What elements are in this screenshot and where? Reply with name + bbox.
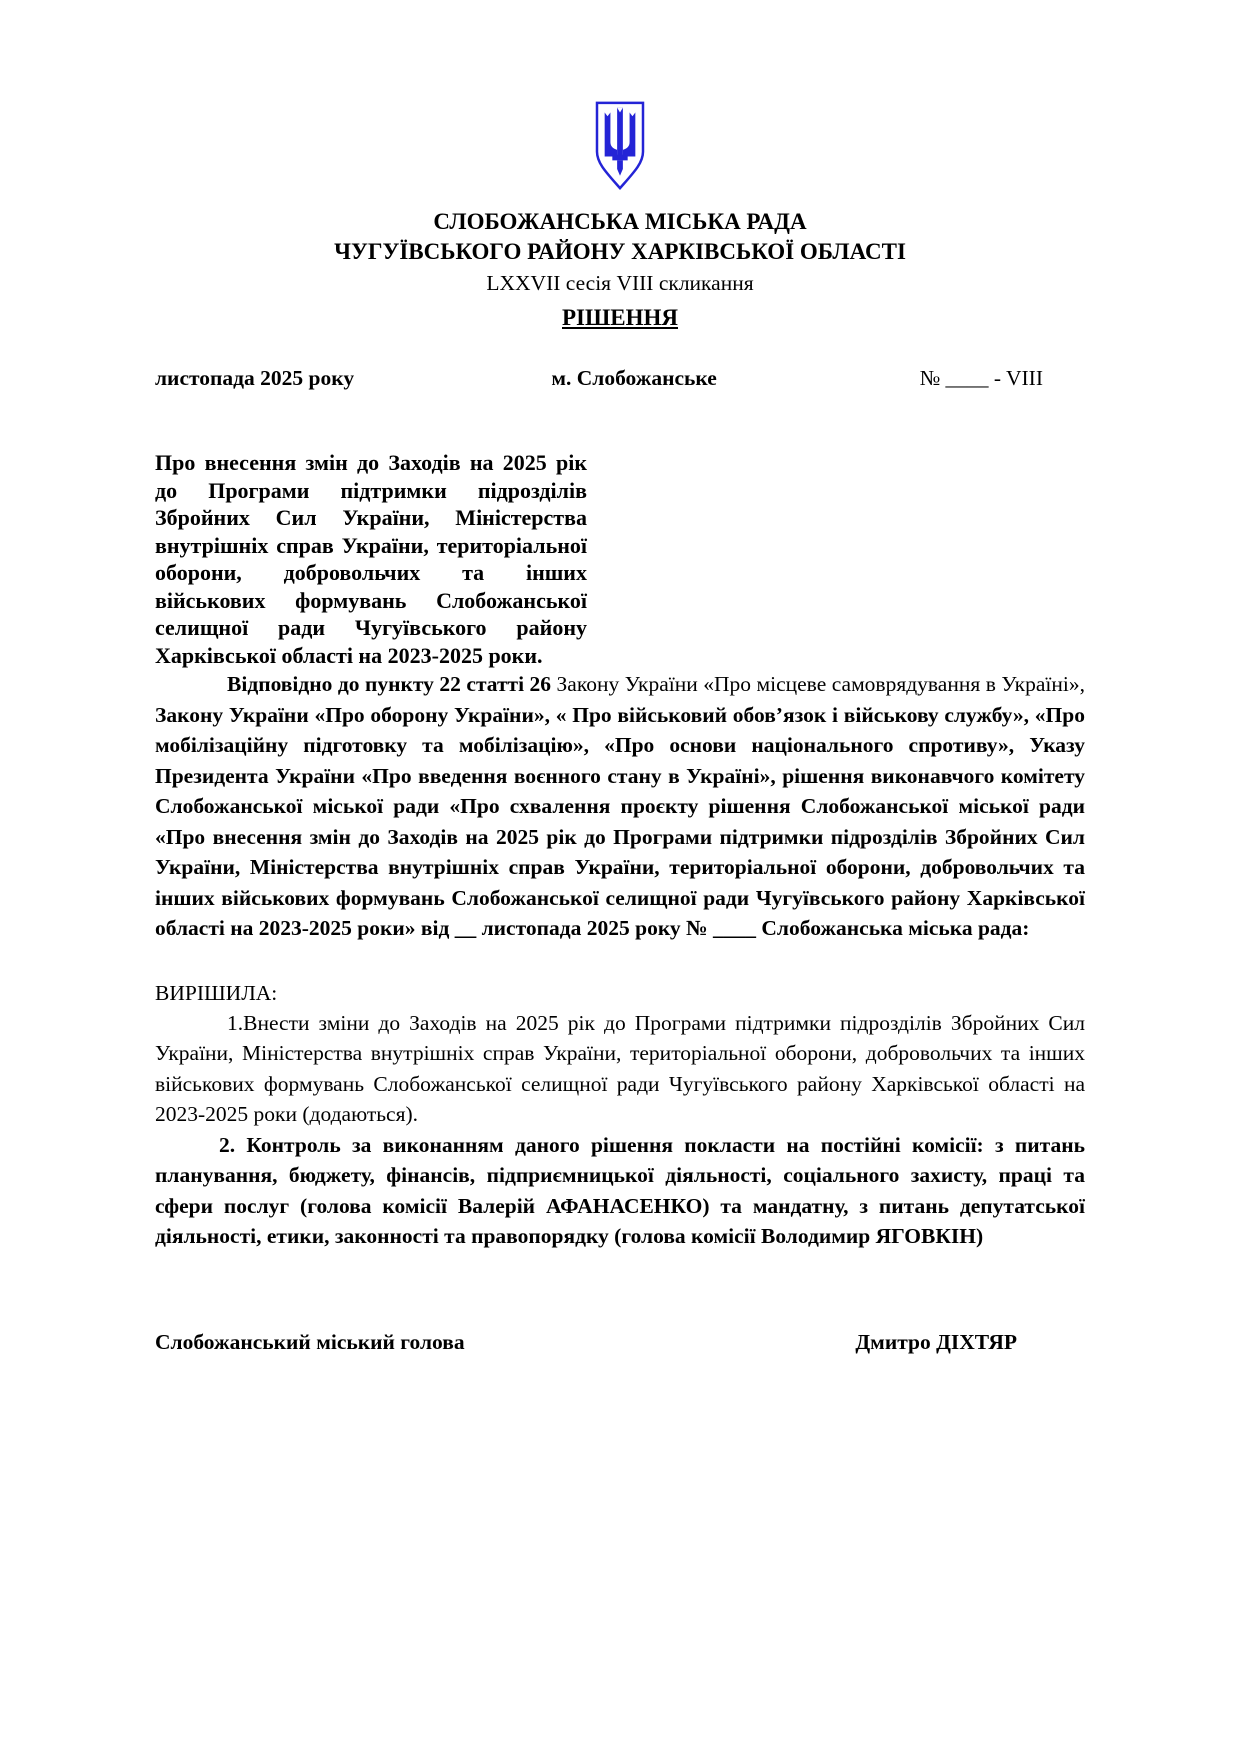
signature-row [155, 1330, 1085, 1355]
place-text: м. Слобожанське [551, 366, 717, 390]
ukraine-trident-emblem [155, 100, 1085, 197]
date-text: листопада 2025 року [155, 366, 355, 390]
org-name-line2: ЧУГУЇВСЬКОГО РАЙОНУ ХАРКІВСЬКОЇ ОБЛАСТІ [334, 239, 906, 264]
preamble-segment-3: Закону України «Про оборону України», « Про військовий обов’язок і військову службу», «Про мобілізаційну підготовку та мобілізацію», «Про основи національного спротиву», Указу Президента України «Про введення воєнного стану в Україні», рішення виконавчого комітету Слобожанської міської ради «Про схвалення проєкту рішення Слобожанської міської ради «Про внесення змін до Заходів на 2025 рік до Програми підтримки підрозділів Збройних Сил України, Міністерства внутрішніх справ України, територіальної оборони, добровольчих та інших військових формувань Слобожанської селищної ради Чугуївського району Харківської області на 2023-2025 роки» від __ листопада 2025 року № ____ Слобожанська міська рада: [155, 702, 1085, 940]
doc-type-heading [155, 300, 1085, 336]
trident-icon [588, 100, 652, 192]
doc-type-text: РІШЕННЯ [562, 305, 678, 330]
preamble-paragraph [155, 669, 1085, 944]
date-row [155, 366, 1085, 391]
session-line: LXXVII сесія VIII скликання [486, 271, 754, 295]
decision-item-1: 1.Внести зміни до Заходів на 2025 рік до Програми підтримки підрозділів Збройних Сил України, Міністерства внутрішніх справ України, територіальної оборони, добровольчих та інших військових формувань Слобожанської селищної ради Чугуївського району Харківської області на 2023-2025 роки (додаються). [155, 1010, 1085, 1126]
preamble-segment-2: Закону України «Про місцеве самоврядування в Україні», [551, 672, 1085, 696]
resolved-label: ВИРІШИЛА: [155, 980, 278, 1005]
signature-name: Дмитро ДІХТЯР [855, 1329, 1017, 1354]
signature-position: Слобожанський міський голова [155, 1329, 465, 1354]
preamble-segment-1: Відповідно до пункту 22 статті 26 [227, 672, 552, 696]
doc-number-text: № ____ - VIII [919, 366, 1043, 390]
org-name-line1: СЛОБОЖАНСЬКА МІСЬКА РАДА [433, 209, 807, 234]
decision-item-2: 2. Контроль за виконанням даного рішення покласти на постійні комісії: з питань планування, бюджету, фінансів, підприємницької діяльності, соціального захисту, праці та сфери послуг (голова комісії Валерій АФАНАСЕНКО) та мандатну, з питань депутатської діяльності, етики, законності та правопорядку (голова комісії Володимир ЯГОВКІН) [155, 1132, 1085, 1248]
decision-title: Про внесення змін до Заходів на 2025 рік до Програми підтримки підрозділів Збройних Сил України, Міністерства внутрішніх справ України, територіальної оборони, добровольчих та інших військових формувань Слобожанської селищної ради Чугуївського району Харківської області на 2023-2025 роки. [155, 450, 587, 668]
